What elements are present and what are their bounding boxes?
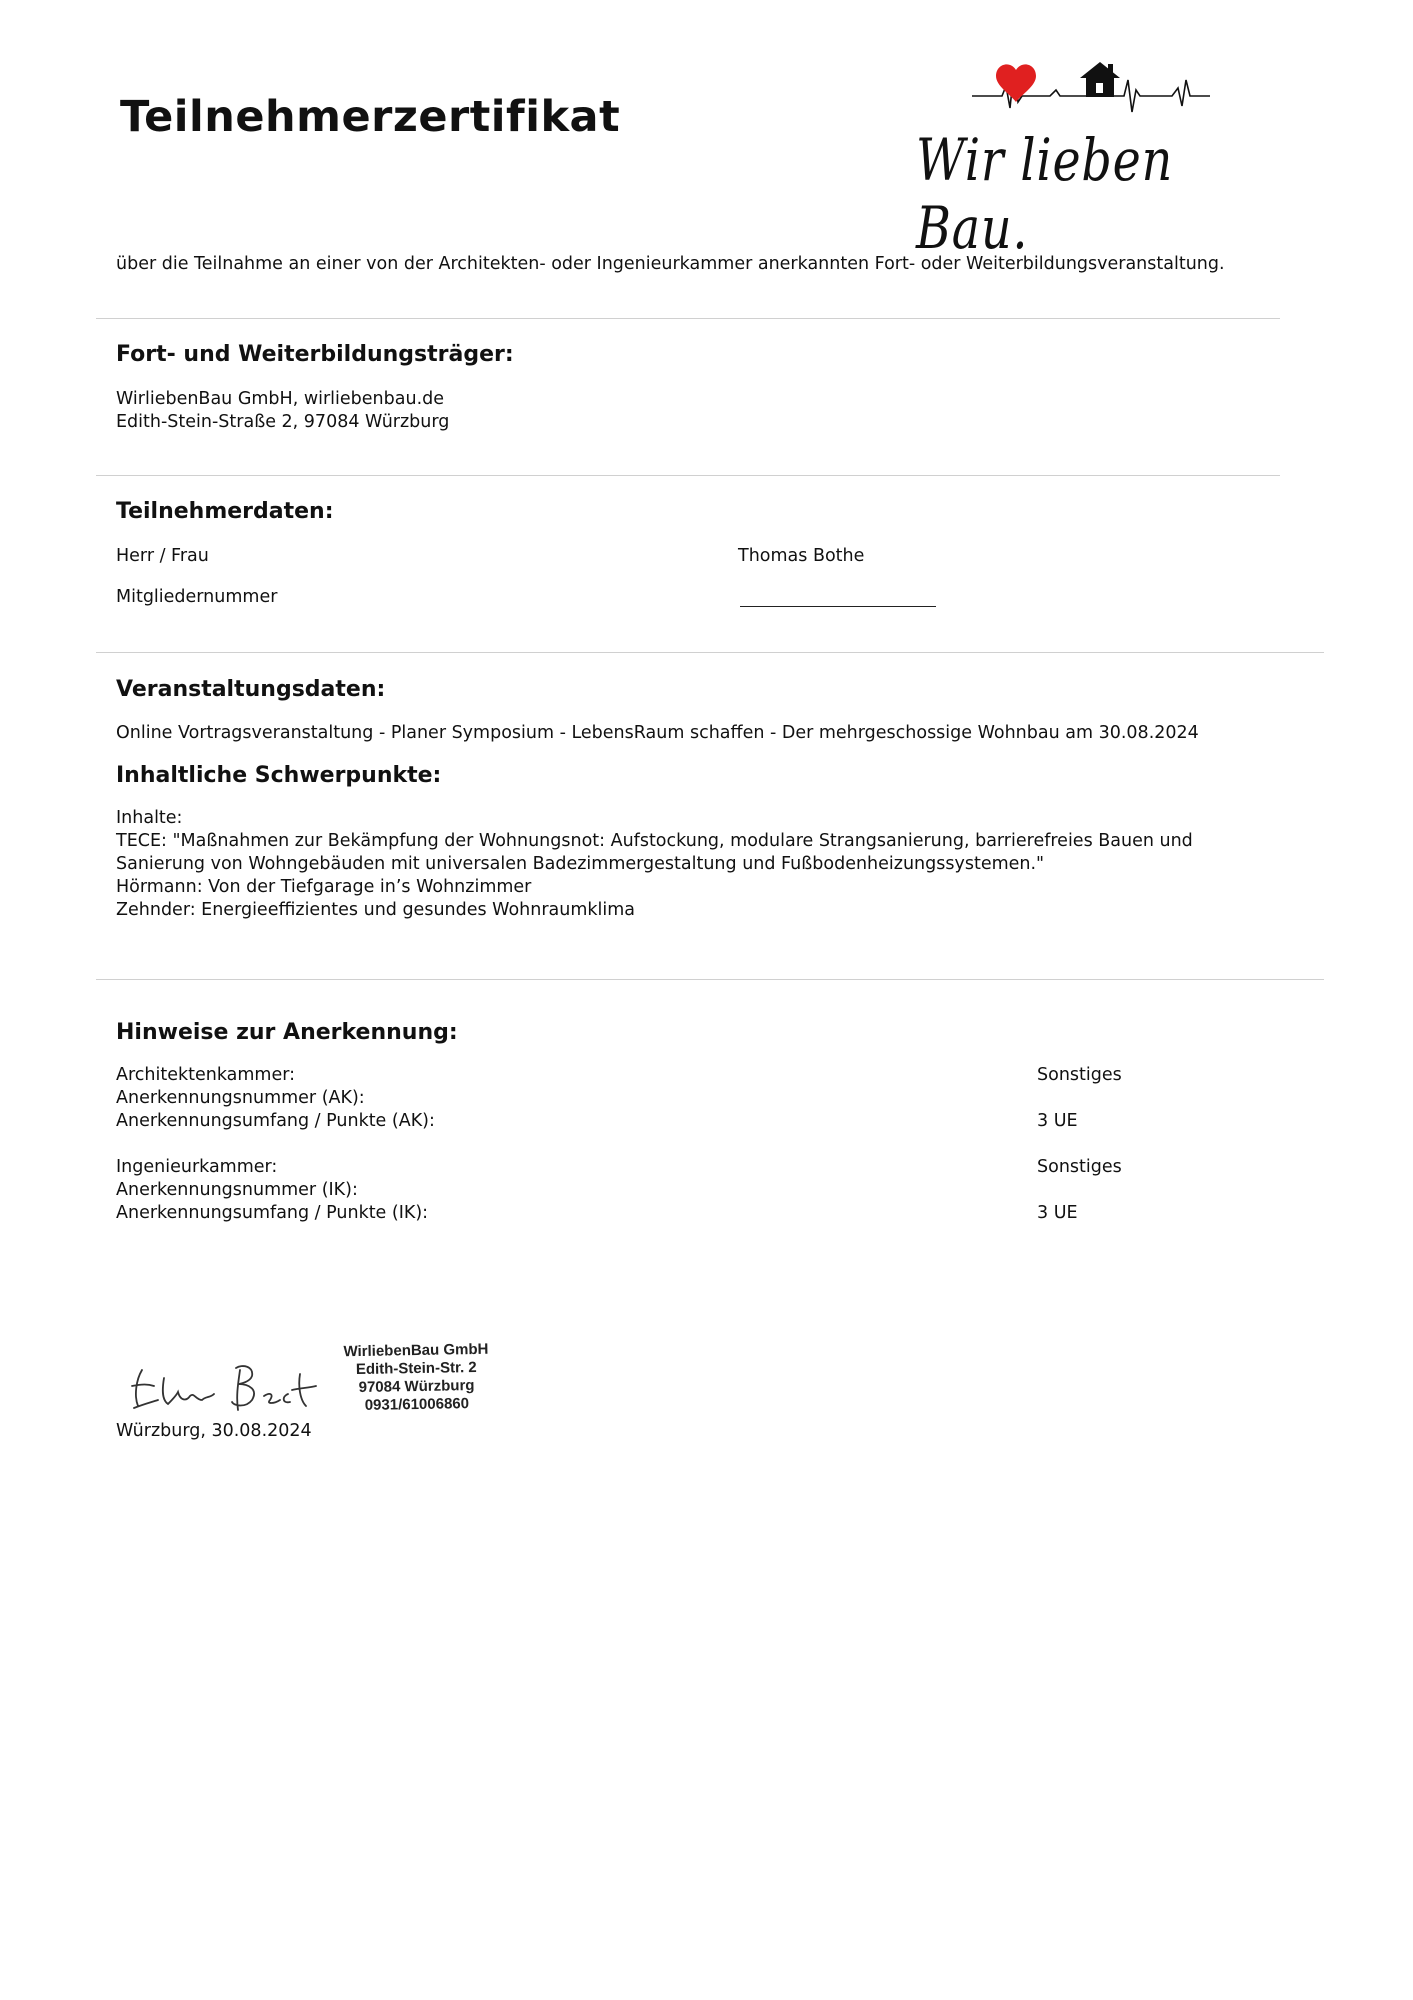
heartbeat-line (910, 50, 1270, 130)
member-number-label: Mitgliedernummer (116, 587, 278, 607)
ik-chamber-label: Ingenieurkammer: (116, 1157, 278, 1177)
member-number-blank (740, 606, 936, 607)
company-stamp (343, 1341, 489, 1416)
content-line: Inhalte: (116, 808, 183, 828)
company-logo (910, 50, 1270, 262)
ak-chamber-label: Architektenkammer: (116, 1065, 296, 1085)
divider (96, 475, 1280, 476)
ik-scope-value: 3 UE (1037, 1203, 1078, 1223)
stamp-line: 97084 Würzburg (358, 1376, 475, 1397)
event-description: Online Vortragsveranstaltung - Planer Symposium - LebensRaum schaffen - Der mehrgeschossige Wohnbau am 30.08.2024 (116, 723, 1199, 743)
divider (96, 979, 1324, 980)
ik-scope-label: Anerkennungsumfang / Punkte (IK): (116, 1203, 429, 1223)
content-line: Hörmann: Von der Tiefgarage in’s Wohnzimmer (116, 877, 532, 897)
house-icon (1080, 62, 1120, 97)
ak-scope-label: Anerkennungsumfang / Punkte (AK): (116, 1111, 435, 1131)
place-date: Würzburg, 30.08.2024 (116, 1421, 312, 1441)
ik-chamber-value: Sonstiges (1037, 1157, 1122, 1177)
participant-name: Thomas Bothe (738, 546, 865, 566)
provider-heading: Fort- und Weiterbildungsträger: (116, 342, 514, 367)
content-line: TECE: "Maßnahmen zur Bekämpfung der Wohnungsnot: Aufstockung, modulare Strangsanierung, barrierefreies Bauen und (116, 831, 1193, 851)
intro-text: über die Teilnahme an einer von der Architekten- oder Ingenieurkammer anerkannten Fort- oder Weiterbildungsveranstaltung. (116, 254, 1225, 274)
ak-chamber-value: Sonstiges (1037, 1065, 1122, 1085)
salutation-label: Herr / Frau (116, 546, 209, 566)
ik-number-label: Anerkennungsnummer (IK): (116, 1180, 358, 1200)
divider (96, 318, 1280, 319)
event-heading: Veranstaltungsdaten: (116, 677, 386, 702)
provider-line-2: Edith-Stein-Straße 2, 97084 Würzburg (116, 412, 450, 432)
page-title: Teilnehmerzertifikat (120, 92, 621, 142)
content-line: Sanierung von Wohngebäuden mit universalen Badezimmergestaltung und Fußbodenheizungssystemen." (116, 854, 1045, 874)
stamp-line: WirliebenBau GmbH (343, 1340, 489, 1361)
content-heading: Inhaltliche Schwerpunkte: (116, 763, 442, 788)
content-line: Zehnder: Energieeffizientes und gesundes Wohnraumklima (116, 900, 636, 920)
handwritten-signature (124, 1356, 334, 1418)
ak-scope-value: 3 UE (1037, 1111, 1078, 1131)
divider (96, 652, 1324, 653)
ak-number-label: Anerkennungsnummer (AK): (116, 1088, 365, 1108)
participant-heading: Teilnehmerdaten: (116, 499, 334, 524)
provider-line-1: WirliebenBau GmbH, wirliebenbau.de (116, 389, 445, 409)
stamp-line: Edith-Stein-Str. 2 (355, 1358, 477, 1379)
stamp-line: 0931/61006860 (364, 1395, 470, 1414)
logo-text: Wir lieben Bau. (916, 126, 1174, 262)
recognition-heading: Hinweise zur Anerkennung: (116, 1020, 458, 1045)
